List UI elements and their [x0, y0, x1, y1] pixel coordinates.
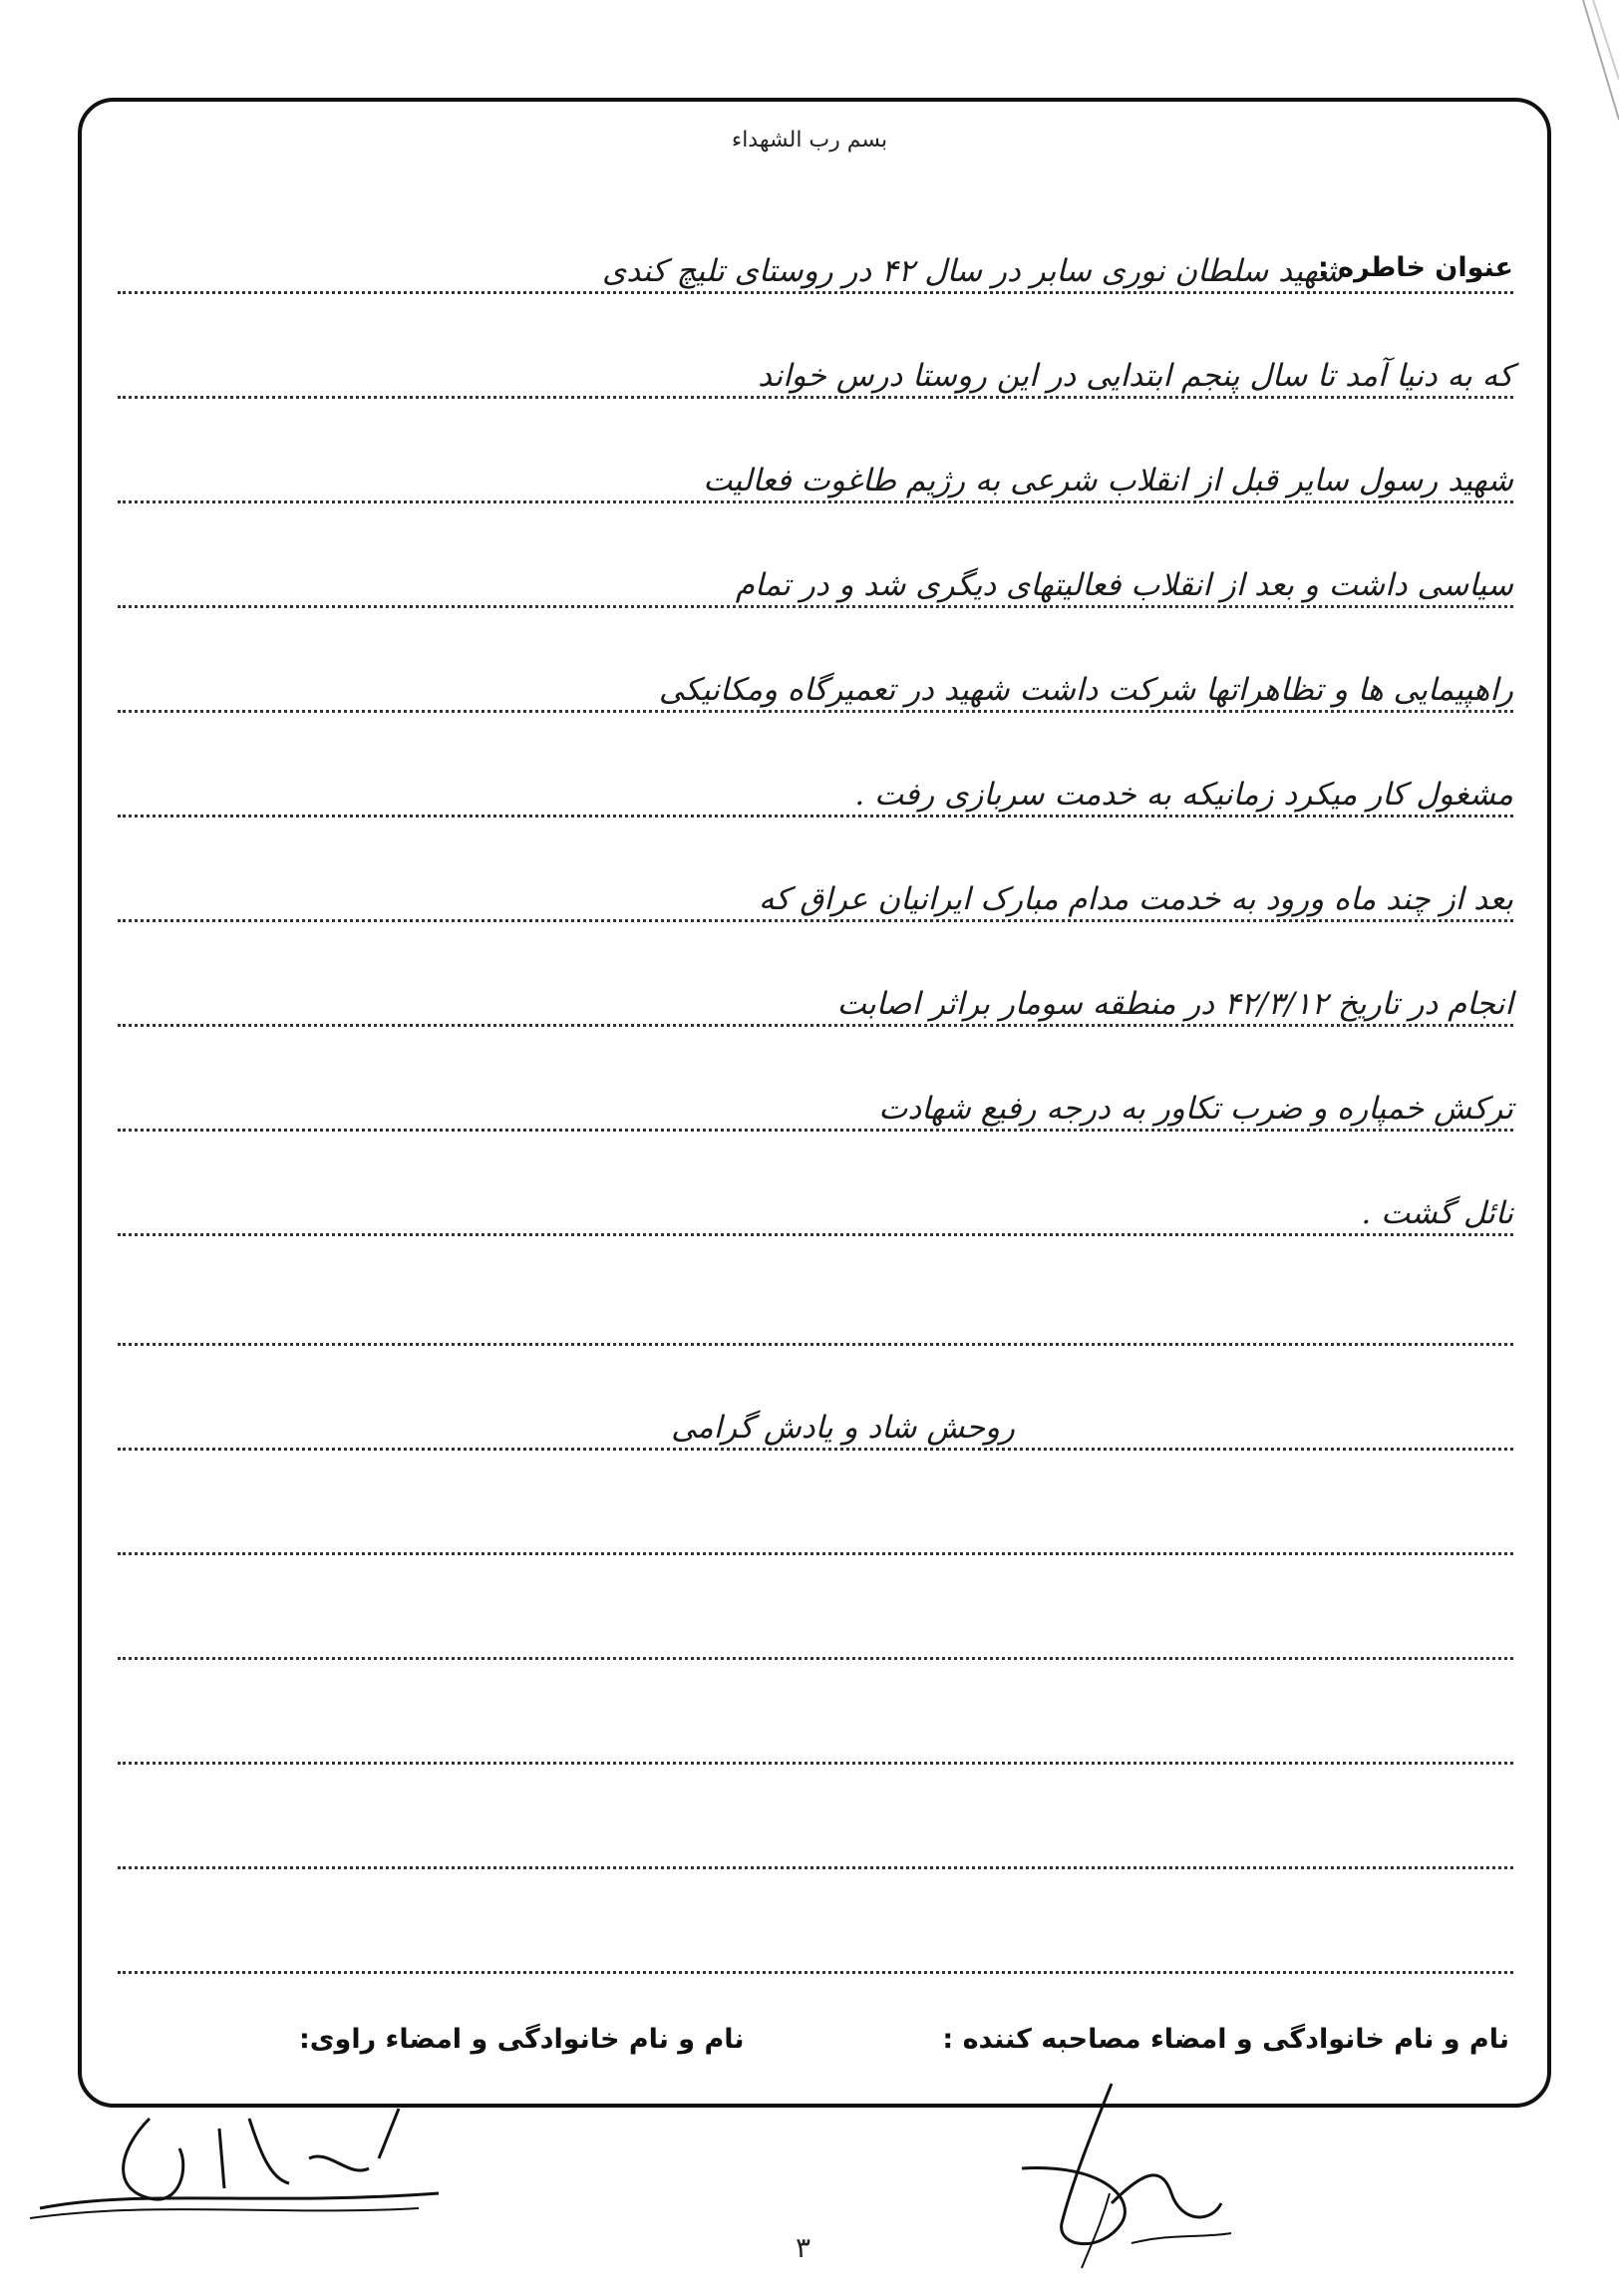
narrator-signature — [20, 2089, 439, 2228]
page-header: بسم رب الشهداء — [731, 128, 888, 153]
handwritten-text: سیاسی داشت و بعد از انقلاب فعالیتهای دیگری شد و در تمام — [735, 567, 1513, 603]
handwritten-text: مشغول کار میکرد زمانیکه به خدمت سربازی رفت . — [854, 777, 1513, 813]
text-line — [118, 1176, 1513, 1236]
handwritten-text: بعد از چند ماه ورود به خدمت مدام مبارک ایرانیان عراق که — [759, 881, 1513, 917]
handwritten-text: انجام در تاریخ ۴۲/۳/۱۲ در منطقه سومار براثر اصابت — [836, 986, 1513, 1022]
title-label: عنوان خاطره : — [1317, 252, 1513, 283]
text-line — [118, 339, 1513, 399]
handwritten-text: روحش شاد و یادش گرامی — [671, 1410, 1015, 1446]
text-line — [118, 1072, 1513, 1132]
text-line — [118, 548, 1513, 608]
text-line — [118, 653, 1513, 713]
handwritten-text: ترکش خمپاره و ضرب تکاور به درجه رفیع شهادت — [878, 1091, 1513, 1127]
page-number: ۳ — [796, 2231, 811, 2264]
handwritten-text: که به دنیا آمد تا سال پنجم ابتدایی در این روستا درس خواند — [758, 358, 1513, 394]
text-line — [118, 1600, 1513, 1660]
handwritten-text: شهید سلطان نوری سابر در سال ۴۲ در روستای تلیچ کندی — [601, 253, 1344, 289]
text-line — [118, 1914, 1513, 1974]
scan-edge-mark — [1579, 0, 1619, 239]
text-line — [118, 1286, 1513, 1346]
handwritten-text: شهید رسول ساير قبل از انقلاب شرعی به رژیم طاغوت فعالیت — [703, 463, 1513, 498]
text-line — [118, 967, 1513, 1027]
text-line — [118, 862, 1513, 922]
handwritten-text: راهپیمایی ها و تظاهراتها شرکت داشت شهید در تعمیرگاه ومکانیکی — [658, 672, 1513, 708]
text-line — [118, 1495, 1513, 1555]
interviewer-label: نام و نام خانوادگی و امضاء مصاحبه کننده : — [942, 2024, 1509, 2055]
text-line — [118, 234, 1513, 294]
text-line — [118, 758, 1513, 818]
handwritten-text: نائل گشت . — [1361, 1195, 1513, 1231]
text-line — [118, 1809, 1513, 1869]
text-line — [118, 1391, 1513, 1451]
interviewer-signature — [982, 2074, 1241, 2273]
text-line — [118, 1705, 1513, 1765]
narrator-label: نام و نام خانوادگی و امضاء راوی: — [299, 2024, 745, 2055]
text-line — [118, 444, 1513, 503]
